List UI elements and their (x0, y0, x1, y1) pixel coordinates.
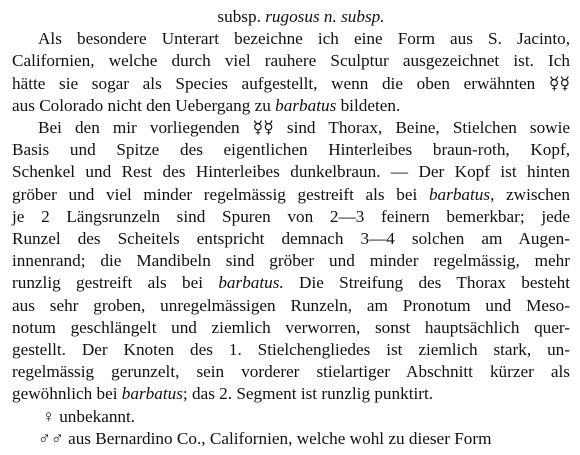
text-line (12, 228, 570, 250)
text-run: Die Streifung des Thorax besteht (283, 273, 570, 293)
text-run: Als besondere Unterart bezeichne ich eine Form aus S. Jacinto, (38, 29, 570, 49)
text-line (12, 95, 570, 117)
italic-taxon: barbatus (428, 184, 491, 204)
paragraph (12, 406, 570, 428)
text-run: Runzel des Scheitels entspricht demnach 3—4 solchen am Augen- (12, 229, 570, 249)
text-run: Basis und Spitze des eigentlichen Hinterleibes braun-roth, Kopf, (12, 140, 570, 160)
paragraph (12, 428, 570, 450)
text-line (12, 184, 570, 206)
text-line (12, 28, 570, 50)
text-run: innenrand; die Mandibeln sind gröber und minder regelmässig, mehr (12, 251, 570, 271)
text-line (12, 250, 570, 272)
text-run: regelmässig gerunzelt, sein vorderer stielartiger Abschnitt kürzer als (12, 362, 570, 382)
text-line (12, 117, 570, 139)
text-run: ♂♂ aus Bernardino Co., Californien, welche wohl zu dieser Form (38, 428, 492, 448)
italic-taxon: barbatus. (218, 273, 284, 293)
text-run: aus sehr groben, unregelmässigen Runzeln, am Pronotum und Meso- (12, 295, 570, 315)
italic-taxon: barbatus (121, 384, 183, 404)
text-run: bildeten. (336, 95, 401, 115)
text-run: hätte sie sogar als Species aufgestellt, wenn die oben erwähnten ☿☿ (12, 73, 570, 93)
text-line (12, 406, 570, 428)
heading-name: rugosus n. subsp. (265, 7, 385, 26)
text-run: gröber und viel minder regelmässig gestreift als bei (12, 184, 429, 204)
paragraph (12, 28, 570, 117)
heading-prefix: subsp. (217, 7, 261, 26)
text-line (12, 161, 570, 183)
text-line (12, 50, 570, 72)
text-run: gestellt. Der Knoten des 1. Stielchengliedes ist ziemlich stark, un- (12, 340, 570, 360)
text-run: ♀ unbekannt. (42, 406, 136, 426)
text-run: , zwischen (490, 184, 570, 204)
text-line (12, 295, 570, 317)
text-line (12, 383, 570, 405)
italic-taxon: barbatus (275, 95, 337, 115)
text-run: Bei den mir vorliegenden ☿☿ sind Thorax, Beine, Stielchen sowie (38, 118, 570, 138)
paragraph (12, 117, 570, 406)
text-line (12, 428, 570, 450)
text-line (12, 361, 570, 383)
text-run: je 2 Längsrunzeln sind Spuren von 2—3 feinern bemerkbar; jede (12, 206, 570, 226)
text-run: ; das 2. Segment ist runzlig punktirt. (182, 384, 434, 404)
text-run: Californien, welche durch viel rauhere Sculptur ausgezeichnet ist. Ich (12, 51, 570, 71)
text-run: aus Colorado nicht den Uebergang zu (12, 95, 276, 115)
text-line (12, 206, 570, 228)
text-run: notum geschlängelt und ziemlich verworren, sonst hauptsächlich quer- (12, 317, 570, 337)
body-text (12, 28, 570, 450)
text-run: runzlig gestreift als bei (12, 273, 219, 293)
subspecies-heading (12, 6, 570, 28)
text-line (12, 317, 570, 339)
text-line (12, 73, 570, 95)
text-line (12, 272, 570, 294)
text-run: Schenkel und Rest des Hinterleibes dunkelbraun. — Der Kopf ist hinten (12, 162, 570, 182)
text-line (12, 339, 570, 361)
text-run: gewöhnlich bei (12, 384, 122, 404)
text-line (12, 139, 570, 161)
